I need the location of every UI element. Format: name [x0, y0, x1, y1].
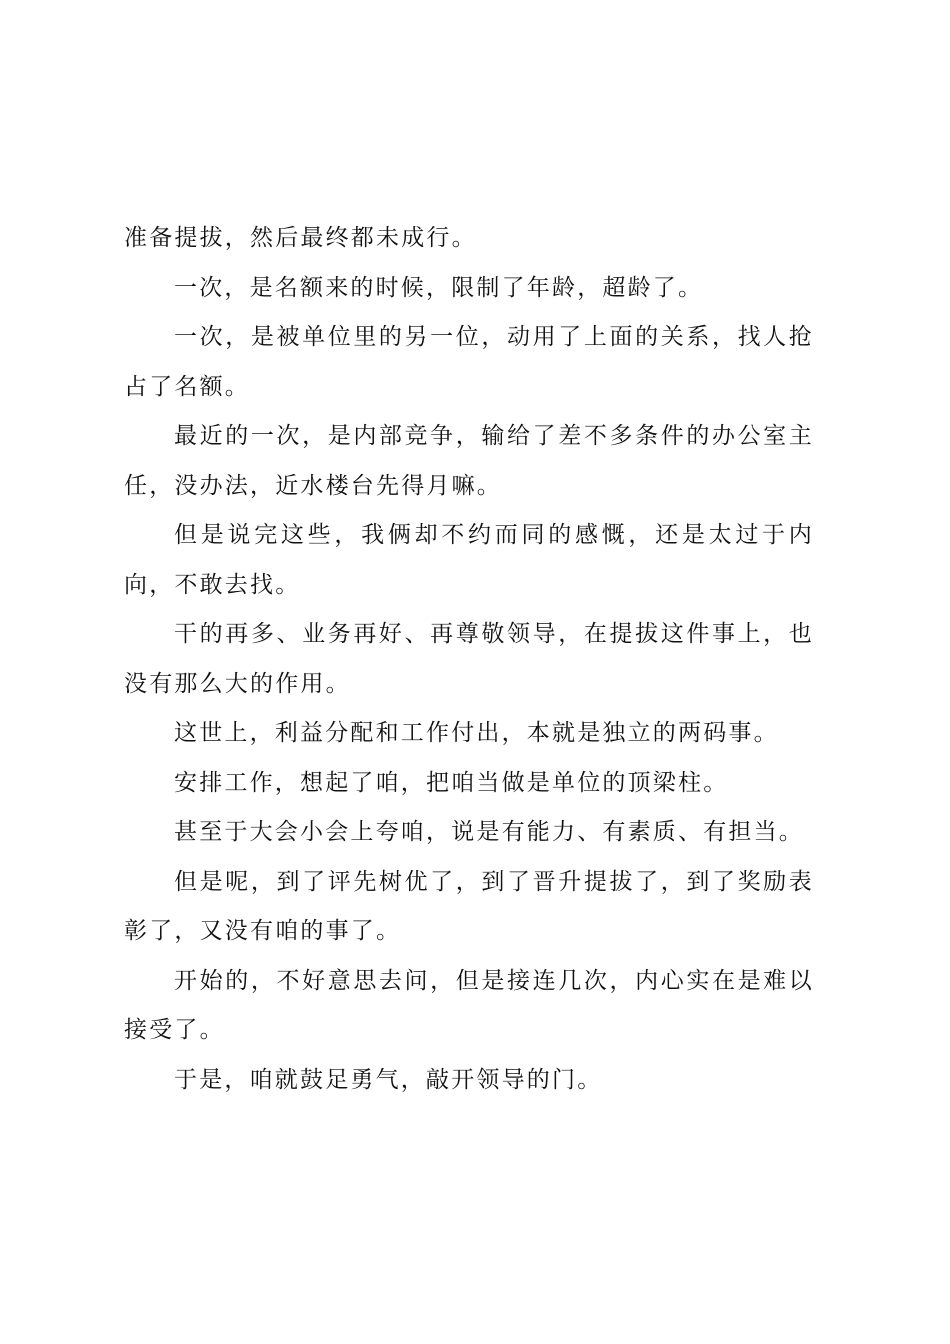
paragraph: 安排工作，想起了咱，把咱当做是单位的顶梁柱。 — [174, 769, 729, 796]
paragraph: 于是，咱就鼓足勇气，敲开领导的门。 — [174, 1066, 603, 1093]
paragraph: 但是呢，到了评先树优了，到了晋升提拔了，到了奖励表彰了，又没有咱的事了。 — [124, 868, 814, 944]
document-body — [124, 214, 814, 1105]
paragraph-continued: 准备提拔，然后最终都未成行。 — [124, 225, 477, 251]
paragraph: 一次，是名额来的时候，限制了年龄，超龄了。 — [174, 274, 704, 301]
paragraph: 这世上，利益分配和工作付出，本就是独立的两码事。 — [174, 720, 779, 746]
paragraph: 最近的一次，是内部竞争，输给了差不多条件的办公室主任，没办法，近水楼台先得月嘛。 — [124, 423, 814, 499]
paragraph: 甚至于大会小会上夸咱，说是有能力、有素质、有担当。 — [174, 819, 804, 845]
paragraph: 一次，是被单位里的另一位，动用了上面的关系，找人抢占了名额。 — [124, 324, 814, 400]
paragraph: 但是说完这些，我俩却不约而同的感慨，还是太过于内向，不敢去找。 — [124, 522, 814, 598]
paragraph: 开始的，不好意思去问，但是接连几次，内心实在是难以接受了。 — [124, 967, 814, 1043]
paragraph: 干的再多、业务再好、再尊敬领导，在提拔这件事上，也没有那么大的作用。 — [124, 621, 814, 697]
